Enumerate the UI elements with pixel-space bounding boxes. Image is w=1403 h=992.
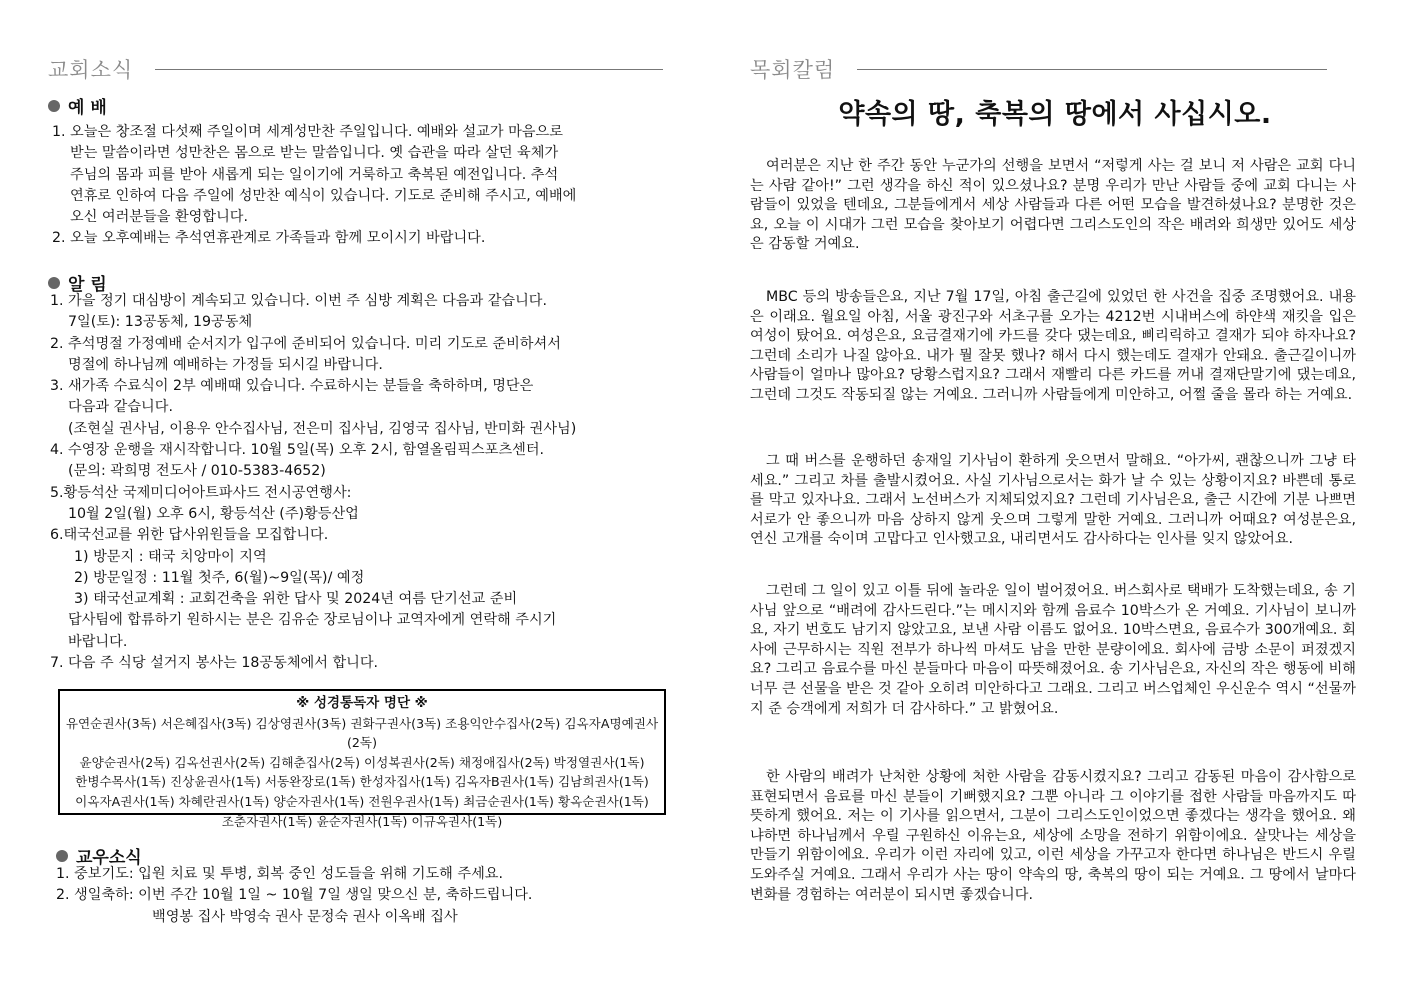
list-item: 2. 추석명절 가정예배 순서지가 입구에 준비되어 있습니다. 미리 기도로 준비하셔서: [50, 335, 561, 352]
list-item: 백영봉 집사 박영숙 권사 문정숙 권사 이옥배 집사: [152, 908, 458, 925]
list-item: 3. 새가족 수료식이 2부 예배때 있습니다. 수료하시는 분들을 축하하며, 명단은: [50, 378, 534, 395]
list-item: 바랍니다.: [68, 633, 128, 650]
bullet-icon: [48, 277, 60, 289]
list-item: 6.태국선교를 위한 답사위원들을 모집합니다.: [50, 527, 329, 544]
list-item: 연휴로 인하여 다음 주일에 성만찬 예식이 있습니다. 기도로 준비해 주시고, 예배에: [70, 187, 577, 204]
left-section-header: [48, 54, 663, 84]
list-item: 5.황등석산 국제미디어아트파사드 전시공연행사:: [50, 484, 352, 501]
column-headline: 약속의 땅, 축복의 땅에서 사십시오.: [838, 99, 1272, 130]
bullet-icon: [48, 100, 60, 112]
list-item: 2. 오늘 오후예배는 추석연휴관계로 가족들과 함께 모이시기 바랍니다.: [52, 230, 486, 247]
list-item: 1. 오늘은 창조절 다섯째 주일이며 세계성만찬 주일입니다. 예배와 설교가 마음으로: [52, 124, 563, 140]
list-item: 받는 말씀이라면 성만찬은 몸으로 받는 말씀입니다. 옛 습관을 따라 살던 육체가: [70, 145, 559, 162]
list-item: 1) 방문지 : 태국 치앙마이 지역: [74, 548, 267, 565]
column-paragraph: 여러분은 지난 한 주간 동안 누군가의 선행을 보면서 “저렇게 사는 걸 보니 저 사람은 교회 다니는 사람 같아!” 그런 생각을 하신 적이 있으셨나요? 분명 우리가 만난 사람들 중에 교회 다니는 사람들이 있었을 텐데요, 그분들에게서 세상 사람들과 다른 어떤 모습을 발견하셨나요? 분명한 것은요, 오늘 이 시대가 그런 모습을 찾아보기 어렵다면 그리스도인의 작은 배려와 희생만 있어도 세상은 감동할 거예요.: [750, 158, 1356, 253]
list-item: 1. 중보기도: 입원 치료 및 투병, 회복 중인 성도들을 위해 기도해 주세요.: [56, 866, 503, 882]
bible-readers-line: 이옥자A권사(1독) 차혜란권사(1독) 양순자권사(1독) 전원우권사(1독) 최금순권사(1독) 황옥순권사(1독): [75, 793, 649, 809]
members-heading-text: 교우소식: [76, 848, 142, 868]
column-paragraph: 그런데 그 일이 있고 이틀 뒤에 놀라운 일이 벌어졌어요. 버스회사로 택배가 도착했는데요, 송 기사님 앞으로 “배려에 감사드린다.”는 메시지와 함께 음료수 10박스가 온 거예요. 기사님이 보니까요, 자기 번호도 남기지 않았고요, 보낸 사람 이름도 없어요. 10박스면요, 음료수가 300개예요. 회사에 근무하시는 직원 전부가 하나씩 마셔도 남을 만한 분량이에요. 회사에 금방 소문이 퍼졌겠지요? 그리고 음료수를 마신 분들마다 마음이 따뜻해졌어요. 송 기사님은요, 자신의 작은 행동에 비해 너무 큰 선물을 받은 것 같아 오히려 미안하다고 그래요. 그리고 버스업체인 우신운수 역시 “선물까지 준 승객에게 저희가 더 감사하다.” 고 밝혔어요.: [750, 583, 1356, 717]
list-item: 2. 생일축하: 이번 주간 10월 1일 ~ 10월 7일 생일 맞으신 분, 축하드립니다.: [56, 887, 533, 904]
list-item: 다음과 같습니다.: [68, 399, 173, 416]
list-item: (문의: 곽희명 전도사 / 010-5383-4652): [68, 463, 326, 480]
bible-readers-line: 유연순권사(3독) 서은혜집사(3독) 김상영권사(3독) 권화구권사(3독) 조용익안수집사(2독) 김옥자A명예권사(2독): [65, 715, 659, 751]
list-item: 명절에 하나님께 예배하는 가정들 되시길 바랍니다.: [68, 356, 383, 373]
bible-readers-line: 조춘자권사(1독) 윤순자권사(1독) 이규옥권사(1독): [221, 813, 503, 829]
list-item: 오신 여러분들을 환영합니다.: [70, 209, 248, 226]
bible-readers-line: 윤양순권사(2독) 김옥선권사(2독) 김해춘집사(2독) 이성복권사(2독) 채정애집사(2독) 박정열권사(1독): [79, 754, 645, 770]
list-item: 답사팀에 합류하기 원하시는 분은 김유순 장로님이나 교역자에게 연락해 주시기: [68, 612, 557, 629]
bible-readers-line: 한병수목사(1독) 진상윤권사(1독) 서동완장로(1독) 한성자집사(1독) 김옥자B권사(1독) 김남희권사(1독): [75, 774, 649, 790]
list-item: 2) 방문일정 : 11월 첫주, 6(월)~9일(목)/ 예정: [74, 569, 365, 586]
notice-list: [50, 291, 675, 674]
left-section-title: 교회소식: [48, 58, 134, 82]
list-item: 3) 태국선교계획 : 교회건축을 위한 답사 및 2024년 여름 단기선교 준비: [74, 591, 518, 608]
notice-heading-text: 알 림: [68, 275, 107, 295]
column-paragraph: 한 사람의 배려가 난처한 상황에 처한 사람을 감동시켰지요? 그리고 감동된 마음이 감사함으로 표현되면서 음료를 마신 분들이 기뻐했지요? 그뿐 아니라 그 이야기를 접한 사람들 마음까지도 따뜻하게 했어요. 저는 이 기사를 읽으면서, 그분이 그리스도인이었으면 좋겠다는 생각을 했어요. 왜냐하면 하나님께서 우릴 구원하신 이유는요, 세상에 소망을 전하기 위함이에요. 살맛나는 세상을 만들기 위함이에요. 우리가 이런 자리에 있고, 이런 세상을 가꾸고자 한다면 하나님은 반드시 우릴 도와주실 거예요. 그래서 우리가 사는 땅이 약속의 땅, 축복의 땅이 되는 거예요. 그 땅에서 날마다 변화를 경험하는 여러분이 되시면 좋겠습니다.: [750, 769, 1356, 903]
list-item: 7. 다음 주 식당 설거지 봉사는 18공동체에서 합니다.: [50, 655, 379, 672]
bible-readers-title: ※ 성경통독자 명단 ※: [296, 695, 428, 711]
worship-list: [52, 122, 672, 250]
right-title-rule: [857, 69, 1327, 70]
bible-readers-box: [58, 689, 666, 829]
list-item: 주님의 몸과 피를 받아 새롭게 되는 일이기에 거룩하고 축복된 예전입니다. 추석: [70, 166, 559, 183]
list-item: 7일(토): 13공동체, 19공동체: [68, 314, 253, 331]
list-item: (조현실 권사님, 이용우 안수집사님, 전은미 집사님, 김영국 집사님, 반미화 권사님): [68, 420, 577, 437]
worship-heading: [48, 93, 107, 118]
list-item: 4. 수영장 운행을 재시작합니다. 10월 5일(목) 오후 2시, 함열올림픽스포츠센터.: [50, 442, 545, 459]
right-section-header: [750, 54, 1327, 84]
right-section-title: 목회칼럼: [750, 58, 836, 82]
list-item: 10월 2일(월) 오후 6시, 황등석산 (주)황등산업: [68, 505, 359, 522]
list-item: 1. 가을 정기 대심방이 계속되고 있습니다. 이번 주 심방 계획은 다음과 같습니다.: [50, 293, 548, 309]
left-title-rule: [155, 69, 663, 70]
column-paragraph: 그 때 버스를 운행하던 송재일 기사님이 환하게 웃으면서 말해요. “아가씨, 괜찮으니까 그냥 타세요.” 그리고 차를 출발시켰어요. 사실 기사님으로서는 화가 날 수 있는 상황이지요? 바쁜데 통로를 막고 있자나요. 그래서 노선버스가 지체되었지요? 그런데 기사님은요, 출근 시간에 기분 나쁘면 서로가 안 좋으니까 마음 상하지 않게 웃으며 그렇게 말한 거예요. 그러니까 어때요? 여성분은요, 연신 고개를 숙이며 고맙다고 인사했고요, 내리면서도 감사하다는 인사를 잊지 않았어요.: [750, 453, 1356, 548]
worship-heading-text: 예 배: [68, 98, 107, 118]
members-list: [56, 864, 676, 928]
bullet-icon: [56, 850, 68, 862]
column-paragraph: MBC 등의 방송들은요, 지난 7월 17일, 아침 출근길에 있었던 한 사건을 집중 조명했어요. 내용은 이래요. 월요일 아침, 서울 광진구와 서초구를 오가는 4212번 시내버스에 하얀색 재킷을 입은 여성이 탔어요. 여성은요, 요금결재기에 카드를 갖다 댔는데요, 삐리릭하고 결재가 되야 하자나요? 그런데 소리가 나질 않아요. 내가 뭘 잘못 했나? 해서 다시 했는데도 결재가 안돼요. 출근길이니까 사람들이 얼마나 많아요? 당황스럽지요? 그래서 재빨리 다른 카드를 꺼내 결재단말기에 댔는데요, 그런데 그것도 작동되질 않는 거예요. 그러니까 사람들에게 미안하고, 어쩔 줄을 몰라 하는 거예요.: [750, 289, 1356, 403]
